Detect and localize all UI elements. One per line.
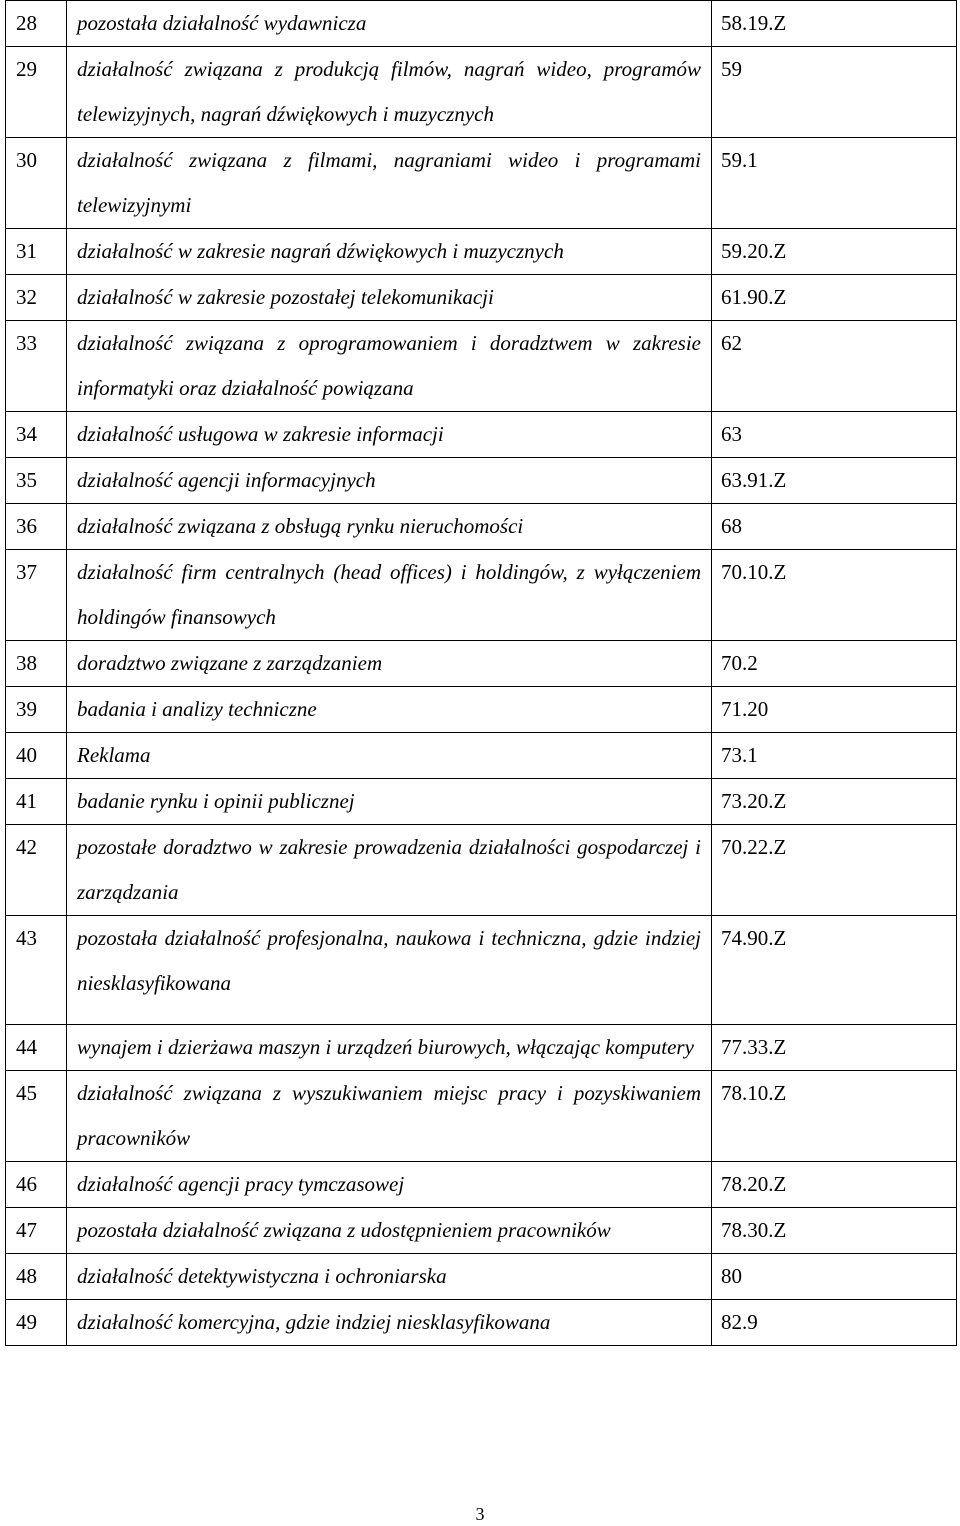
pkd-code: 68 [712,504,957,550]
pkd-code: 63 [712,412,957,458]
pkd-code: 70.22.Z [712,825,957,916]
table-row [6,504,957,550]
row-number: 37 [6,550,67,641]
activity-description: działalność agencji informacyjnych [67,458,712,504]
activity-description: działalność firm centralnych (head offices) i holdingów, z wyłączeniem holdingów finansowych [67,550,712,641]
row-number: 40 [6,733,67,779]
table-row [6,321,957,412]
pkd-code: 70.2 [712,641,957,687]
activity-description: doradztwo związane z zarządzaniem [67,641,712,687]
pkd-code: 62 [712,321,957,412]
activity-description: pozostała działalność związana z udostępnieniem pracowników [67,1208,712,1254]
row-number: 30 [6,138,67,229]
pkd-code: 78.20.Z [712,1162,957,1208]
row-number: 32 [6,275,67,321]
activity-description: działalność związana z obsługą rynku nieruchomości [67,504,712,550]
table-row [6,779,957,825]
activity-description: działalność w zakresie pozostałej telekomunikacji [67,275,712,321]
page-number: 3 [475,1504,485,1524]
table-row [6,412,957,458]
row-number: 49 [6,1300,67,1346]
table-row [6,275,957,321]
table-row [6,1071,957,1162]
pkd-code: 59 [712,47,957,138]
activity-description: działalność związana z produkcją filmów, nagrań wideo, programów telewizyjnych, nagrań dźwiękowych i muzycznych [67,47,712,138]
table-row [6,47,957,138]
pkd-code: 58.19.Z [712,1,957,47]
table-row [6,138,957,229]
pkd-code: 61.90.Z [712,275,957,321]
row-number: 33 [6,321,67,412]
row-number: 44 [6,1025,67,1071]
pkd-code: 70.10.Z [712,550,957,641]
activity-description: pozostała działalność wydawnicza [67,1,712,47]
pkd-code: 73.20.Z [712,779,957,825]
activity-description: działalność detektywistyczna i ochroniarska [67,1254,712,1300]
pkd-code: 59.20.Z [712,229,957,275]
row-number: 43 [6,916,67,1025]
row-number: 35 [6,458,67,504]
row-number: 34 [6,412,67,458]
activity-description: badania i analizy techniczne [67,687,712,733]
row-number: 41 [6,779,67,825]
table-row [6,1025,957,1071]
row-number: 36 [6,504,67,550]
pkd-code: 82.9 [712,1300,957,1346]
activity-description: działalność w zakresie nagrań dźwiękowych i muzycznych [67,229,712,275]
table-row [6,458,957,504]
activity-description: badanie rynku i opinii publicznej [67,779,712,825]
row-number: 29 [6,47,67,138]
pkd-code: 78.10.Z [712,1071,957,1162]
pkd-code: 63.91.Z [712,458,957,504]
row-number: 45 [6,1071,67,1162]
row-number: 48 [6,1254,67,1300]
pkd-code: 73.1 [712,733,957,779]
row-number: 46 [6,1162,67,1208]
table-row [6,825,957,916]
table-row [6,229,957,275]
row-number: 42 [6,825,67,916]
pkd-code: 74.90.Z [712,916,957,1025]
pkd-code: 80 [712,1254,957,1300]
table-row [6,1254,957,1300]
table-row [6,550,957,641]
table-row [6,641,957,687]
row-number: 31 [6,229,67,275]
pkd-code: 78.30.Z [712,1208,957,1254]
table-row [6,733,957,779]
classification-table-body [6,1,957,1346]
activity-description: działalność związana z filmami, nagraniami wideo i programami telewizyjnymi [67,138,712,229]
row-number: 39 [6,687,67,733]
row-number: 38 [6,641,67,687]
table-row [6,1208,957,1254]
table-row [6,687,957,733]
activity-description: działalność komercyjna, gdzie indziej niesklasyfikowana [67,1300,712,1346]
table-row [6,1300,957,1346]
classification-table [5,0,957,1346]
pkd-code: 77.33.Z [712,1025,957,1071]
row-number: 47 [6,1208,67,1254]
table-row [6,1162,957,1208]
activity-description: działalność związana z wyszukiwaniem miejsc pracy i pozyskiwaniem pracowników [67,1071,712,1162]
activity-description: wynajem i dzierżawa maszyn i urządzeń biurowych, włączając komputery [67,1025,712,1071]
pkd-code: 59.1 [712,138,957,229]
activity-description: działalność agencji pracy tymczasowej [67,1162,712,1208]
activity-description: pozostałe doradztwo w zakresie prowadzenia działalności gospodarczej i zarządzania [67,825,712,916]
activity-description: działalność związana z oprogramowaniem i doradztwem w zakresie informatyki oraz działalność powiązana [67,321,712,412]
pkd-code: 71.20 [712,687,957,733]
row-number: 28 [6,1,67,47]
table-row [6,1,957,47]
table-row [6,916,957,1025]
activity-description: pozostała działalność profesjonalna, naukowa i techniczna, gdzie indziej niesklasyfikowana [67,916,712,1025]
activity-description: działalność usługowa w zakresie informacji [67,412,712,458]
activity-description: Reklama [67,733,712,779]
